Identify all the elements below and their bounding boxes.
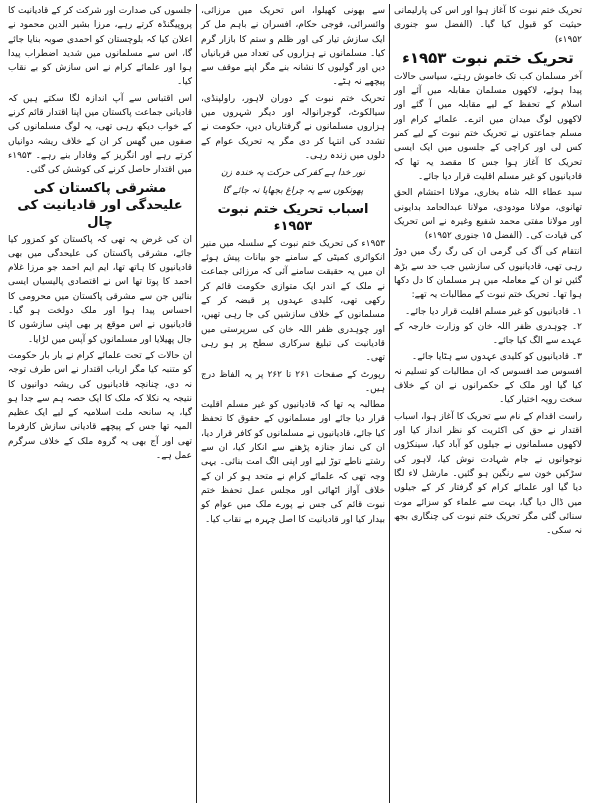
paragraph: سید عطاء اللہ شاہ بخاری، مولانا احتشام الحق تھانوی، مولانا مودودی، مولانا عبدالحامد بدایونی اور مولانا مفتی محمد شفیع وغیرہ نے اس تحریک کی قیادت کی۔ (الفضل ۱۵ جنوری ۱۹۵۲ء)	[394, 188, 582, 242]
section-heading: مشرقی پاکستان کی علیحدگی اور قادیانیت کی چال	[17, 180, 183, 230]
paragraph: جلسوں کی صدارت اور شرکت کر کے قادیانیت کا پروپیگنڈہ کرتے رہے، مرزا بشیر الدین محمود نے اعلان کیا کہ بلوچستان کو احمدی صوبہ بنایا جائے گا، اس سے مسلمانوں میں شدید اضطراب پیدا ہوا اور علمائے کرام نے اس سازش کو بے نقاب کیا۔	[8, 6, 192, 88]
section-heading: اسباب تحریک ختم نبوت ۱۹۵۳ء	[217, 201, 369, 234]
paragraph: رپورٹ کے صفحات ۲۶۱ تا ۲۶۲ پر یہ الفاظ درج ہیں۔	[201, 369, 386, 394]
paragraph: اس اقتباس سے آپ اندازہ لگا سکتے ہیں کہ قادیانی جماعت پاکستان میں اپنا اقتدار قائم کرنے کے خواب دیکھ رہی تھی، یہ لوگ مسلمانوں کی صفوں میں گھس کر ان کے خلاف ریشہ دوانیاں کرتے رہے اور انگریز کے وفادار بنے رہے۔ ۱۹۵۳ء میں اقتدار حاصل کرنے کی کوشش کی گئی۔	[8, 93, 192, 176]
list-item: ۲۔ چوہدری ظفر اللہ خان کو وزارت خارجہ کے عہدے سے الگ کیا جائے۔	[394, 321, 582, 347]
paragraph: ان حالات کے تحت علمائے کرام نے بار بار حکومت کو متنبہ کیا مگر ارباب اقتدار نے اس طرف توجہ نہ دی، چنانچہ قادیانیوں کی ریشہ دوانیوں کا نتیجہ یہ نکلا کہ ملک کا ایک حصہ ہم سے جدا ہو گیا، یہ سانحہ ملت اسلامیہ کے لیے ایک عظیم المیہ تھا جس کے پیچھے قادیانی سازش کارفرما تھی اور آج بھی یہ گروہ ملک کے خلاف سرگرم عمل ہے۔	[8, 350, 192, 462]
verse-line: نور خدا ہے کفر کی حرکت پہ خندہ زن	[221, 168, 365, 179]
column-middle	[196, 4, 390, 803]
paragraph: آخر مسلمان کب تک خاموش رہتے، سیاسی حالات پیدا ہوئے، لاکھوں مسلمان مقابلہ میں آئے اور اسلام کے تحفظ کے لیے مقابلہ میں آ گئے اور لاکھوں لوگ میدان میں اترے۔ علمائے کرام اور مسلم جماعتوں نے تحریک ختم نبوت کے لیے کمر کس لی اور کراچی کے جلسوں میں ایک ایسی تحریک کا آغاز ہوا جس کا مقصد یہ تھا کہ قادیانیوں کو غیر مسلم اقلیت قرار دیا جائے۔	[394, 71, 582, 182]
list-item: ۳۔ قادیانیوں کو کلیدی عہدوں سے ہٹایا جائے۔	[411, 351, 582, 362]
paragraph: افسوس صد افسوس کہ ان مطالبات کو تسلیم نہ کیا گیا اور ملک کے حکمرانوں نے ان کے خلاف سخت رویہ اختیار کیا۔	[394, 366, 582, 406]
paragraph: سے بھونی کھیلوا، اس تحریک میں مرزائی، وائسرائی، فوجی حکام، افسران نے باہم مل کر ایک سازش تیار کی اور ظلم و ستم کا بازار گرم کیا۔ مسلمانوں نے ہزاروں کی تعداد میں قربانیاں دیں اور گولیوں کا نشانہ بنے مگر اپنے موقف سے پیچھے نہ ہٹے۔	[201, 6, 385, 88]
paragraph: راست اقدام کے نام سے تحریک کا آغاز ہوا، اسباب اقتدار نے حق کی اکثریت کو نظر انداز کیا اور لاکھوں مسلمانوں نے جیلوں کو آباد کیا، سینکڑوں نوجوانوں نے جام شہادت نوش کیا، لاہور کی سڑکیں خون سے رنگین ہو گئیں۔ مارشل لاء لگا دیا گیا اور علمائے کرام کو گرفتار کر کے جیلوں میں ڈال دیا گیا، بہت سے علماء کو سزائے موت سنائی گئی مگر تحریک ختم نبوت کی چنگاری بجھ نہ سکی۔	[394, 411, 582, 537]
list-item: ۱۔ قادیانیوں کو غیر مسلم اقلیت قرار دیا جائے۔	[405, 306, 582, 317]
paragraph: ان کی غرض یہ تھی کہ پاکستان کو کمزور کیا جائے، مشرقی پاکستان کی علیحدگی میں بھی قادیانیوں کا ہاتھ تھا، ایم ایم احمد جو مرزا غلام احمد کا پوتا تھا اس نے اقتصادی پالیسیاں ایسی بنائیں جن سے مشرقی پاکستان میں محرومی کا احساس پیدا ہوا اور ملک دولخت ہو گیا۔ قادیانیوں نے اس موقع پر بھی اپنی سازشوں کا جال پھیلایا اور مسلمانوں کو آپس میں لڑایا۔	[8, 234, 192, 345]
section-heading: تحریک ختم نبوت ۱۹۵۳ء	[402, 48, 574, 67]
paragraph: تحریک ختم نبوت کے دوران لاہور، راولپنڈی، سیالکوٹ، گوجرانوالہ اور دیگر شہروں میں ہزاروں مسلمانوں نے گرفتاریاں دیں، حکومت نے تشدد کی انتہا کر دی مگر یہ تحریک عوام کے دلوں میں زندہ رہی۔	[201, 93, 385, 161]
paragraph: مطالبہ یہ تھا کہ قادیانیوں کو غیر مسلم اقلیت قرار دیا جائے اور مسلمانوں کے حقوق کا تحفظ کیا جائے، قادیانیوں نے مسلمانوں کو کافر قرار دیا، ان کی نماز جنازہ پڑھنے سے انکار کیا، ان سے رشتے ناطے توڑ لیے اور اپنی الگ امت بنائی۔ یہی وجہ تھی کہ علمائے کرام نے متحد ہو کر ان کے خلاف آواز اٹھائی اور مجلس عمل تحفظ ختم نبوت قائم کی جس نے پورے ملک میں عوام کو بیدار کیا اور قادیانیت کا اصل چہرہ بے نقاب کیا۔	[201, 400, 385, 525]
column-right	[390, 4, 586, 803]
column-left	[4, 4, 196, 803]
verse-line: پھونکوں سے یہ چراغ بجھایا نہ جائے گا	[222, 185, 364, 196]
paragraph: انتقام کی آگ کی گرمی ان کی رگ رگ میں دوڑ رہی تھی، قادیانیوں کی سازشیں جب حد سے بڑھ گئیں تو ان کے معاملہ میں ہر مسلمان کا دل دکھا ہوا تھا۔ تحریک ختم نبوت کے مطالبات یہ تھے:	[394, 247, 582, 301]
paragraph: تحریک ختم نبوت کا آغاز ہوا اور اس کی پارلیمانی حیثیت کو قبول کیا گیا۔ (الفضل سو جنوری ۱۹۵۲ء)	[394, 6, 582, 45]
paragraph: ۱۹۵۳ء کی تحریک ختم نبوت کے سلسلہ میں منیر انکوائری کمیٹی کے سامنے جو بیانات پیش ہوئے ان میں یہ حقیقت سامنے آئی کہ مرزائی جماعت نے ملک کے اندر ایک متوازی حکومت قائم کر رکھی تھی، کلیدی عہدوں پر قبضہ کر کے مسلمانوں کے خلاف سازشیں کی جا رہی تھیں، اور چوہدری ظفر اللہ خان کی سرپرستی میں قادیانیت کی تبلیغ سرکاری سطح پر ہو رہی تھی۔	[201, 238, 385, 364]
